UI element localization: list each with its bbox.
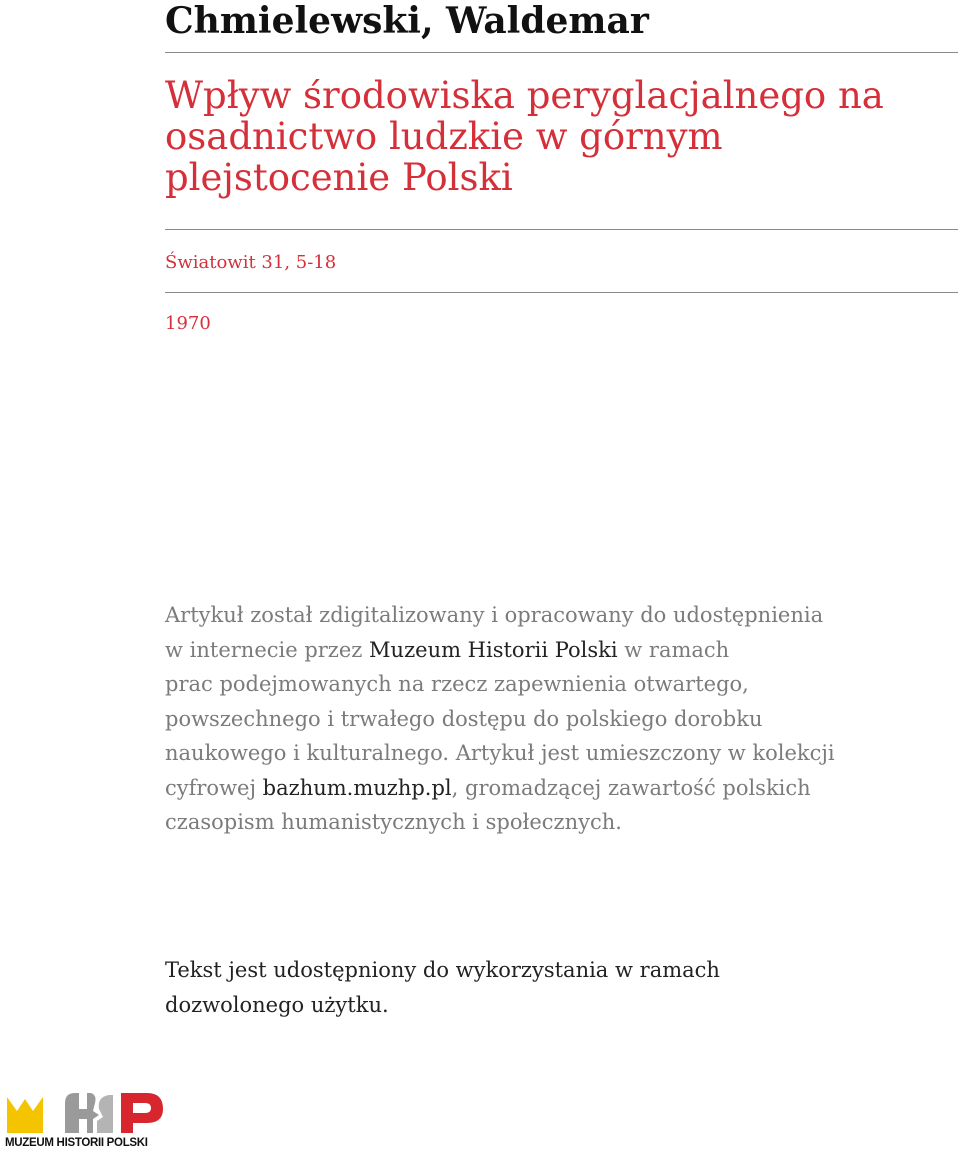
notice-line [165,771,945,806]
license-notice [165,953,945,1022]
author-name: Chmielewski, Waldemar [165,0,649,42]
notice-text: w internecie przez [165,637,370,662]
divider [165,229,958,230]
notice-line [165,633,945,668]
license-line: dozwolonego użytku. [165,992,389,1017]
article-title-line: plejstocenie Polski [165,156,513,199]
divider [165,52,958,53]
logo-text: MUZEUM HISTORII POLSKI [5,1137,148,1149]
bazhum-link[interactable]: bazhum.muzhp.pl [262,775,452,800]
notice-line: czasopism humanistycznych i społecznych. [165,810,622,834]
notice-line: naukowego i kulturalnego. Artykuł jest umieszczony w kolekcji [165,741,835,765]
notice-text: , gromadzącej zawartość polskich [451,775,811,800]
muzeum-historii-polski-logo-icon [5,1089,167,1135]
digitization-notice [165,598,945,840]
article-title-line: osadnictwo ludzkie w górnym [165,115,723,158]
notice-line: powszechnego i trwałego dostępu do polskiego dorobku [165,706,763,731]
license-line: Tekst jest udostępniony do wykorzystania w ramach [165,958,720,982]
notice-line: prac podejmowanych na rzecz zapewnienia otwartego, [165,672,749,696]
article-title-line: Wpływ środowiska peryglacjalnego na [165,74,884,117]
divider [165,292,958,293]
notice-text: cyfrowej [165,775,263,800]
publication-year: 1970 [165,313,211,334]
museum-logo [5,1089,167,1151]
notice-line: Artykuł został zdigitalizowany i opracowany do udostępnienia [165,603,824,627]
source-citation: Światowit 31, 5-18 [165,252,337,273]
article-title [165,75,955,198]
notice-text: w ramach [617,637,730,662]
museum-link[interactable]: Muzeum Historii Polski [369,637,618,662]
